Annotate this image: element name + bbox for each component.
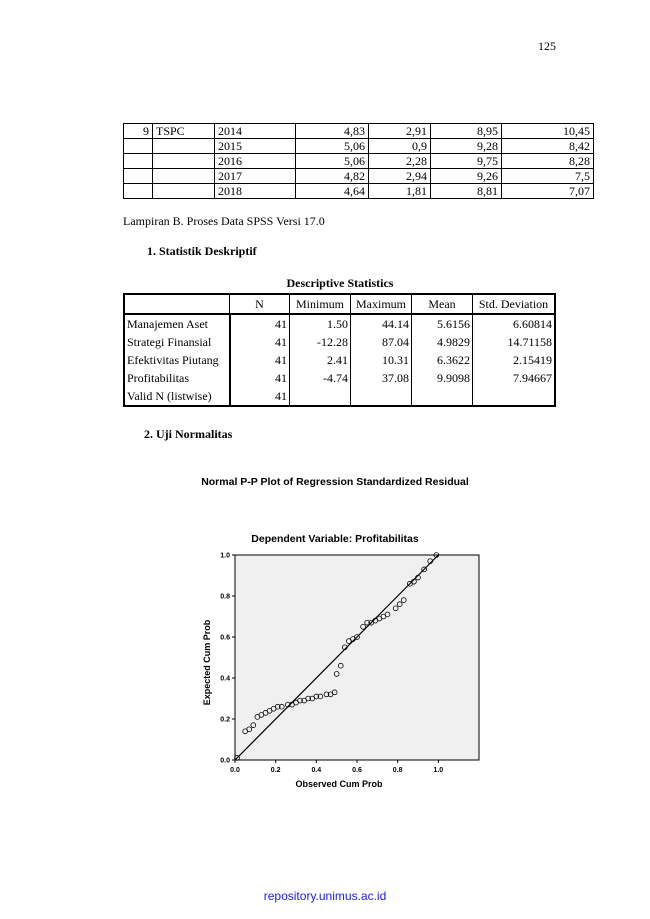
value-cell: 8,81 xyxy=(431,184,502,199)
value-cell: 6.3622 xyxy=(412,351,473,369)
value-cell: 44.14 xyxy=(351,314,412,333)
value-cell: 0,9 xyxy=(369,139,431,154)
company-no: 9 xyxy=(124,124,153,139)
data-table xyxy=(123,123,594,199)
y-tick-label: 0.6 xyxy=(220,634,230,642)
table-row xyxy=(124,124,594,139)
x-tick-label: 0.6 xyxy=(352,767,362,774)
x-axis-label: Observed Cum Prob xyxy=(295,779,383,789)
table-row xyxy=(124,154,594,169)
year-cell: 2014 xyxy=(215,124,296,139)
value-cell: -4.74 xyxy=(290,369,351,387)
value-cell: 9,75 xyxy=(431,154,502,169)
value-cell xyxy=(473,387,556,406)
chart-subtitle: Dependent Variable: Profitabilitas xyxy=(251,533,419,545)
pp-plot-chart xyxy=(195,545,495,795)
value-cell: 10,45 xyxy=(502,124,594,139)
row-label: Valid N (listwise) xyxy=(124,387,230,406)
year-cell: 2016 xyxy=(215,154,296,169)
value-cell: -12.28 xyxy=(290,333,351,351)
y-tick-label: 0.8 xyxy=(220,593,230,601)
value-cell: 7,5 xyxy=(502,169,594,184)
year-cell: 2015 xyxy=(215,139,296,154)
chart-title: Normal P-P Plot of Regression Standardized Residual xyxy=(201,476,469,488)
value-cell: 9,26 xyxy=(431,169,502,184)
row-label: Manajemen Aset xyxy=(124,314,230,333)
value-cell: 5,06 xyxy=(296,154,369,169)
y-tick-label: 0.0 xyxy=(220,757,230,765)
value-cell: 1.50 xyxy=(290,314,351,333)
column-header: Minimum xyxy=(290,294,351,314)
company-code: TSPC xyxy=(153,124,215,139)
x-tick-label: 0.0 xyxy=(230,767,240,774)
value-cell: 7,07 xyxy=(502,184,594,199)
value-cell: 1,81 xyxy=(369,184,431,199)
value-cell: 8,28 xyxy=(502,154,594,169)
value-cell: 8,95 xyxy=(431,124,502,139)
value-cell: 4.9829 xyxy=(412,333,473,351)
value-cell: 8,42 xyxy=(502,139,594,154)
table-row xyxy=(124,314,555,333)
value-cell: 41 xyxy=(230,314,290,333)
x-tick-label: 0.8 xyxy=(392,767,403,774)
plot-area xyxy=(235,555,479,760)
value-cell xyxy=(290,387,351,406)
table-row xyxy=(124,184,594,199)
section-heading-descriptive: 1. Statistik Deskriptif xyxy=(147,244,257,258)
column-header: Std. Deviation xyxy=(473,294,556,314)
row-label: Profitabilitas xyxy=(124,369,230,387)
value-cell: 2,91 xyxy=(369,124,431,139)
value-cell xyxy=(351,387,412,406)
value-cell: 37.08 xyxy=(351,369,412,387)
value-cell xyxy=(412,387,473,406)
value-cell: 7.94667 xyxy=(513,371,552,385)
row-label: Strategi Finansial xyxy=(124,333,230,351)
descriptive-stats-table xyxy=(123,293,556,407)
row-label: Efektivitas Piutang xyxy=(124,351,230,369)
value-cell: 2,28 xyxy=(369,154,431,169)
value-cell: 4,82 xyxy=(296,169,369,184)
x-tick-label: 1.0 xyxy=(433,767,444,774)
column-header: N xyxy=(230,294,290,314)
x-tick-label: 0.2 xyxy=(270,767,281,774)
value-cell: 2,94 xyxy=(369,169,431,184)
appendix-caption: Lampiran B. Proses Data SPSS Versi 17.0 xyxy=(123,214,325,228)
page-number: 125 xyxy=(538,39,556,53)
y-axis-label: Expected Cum Prob xyxy=(202,619,212,706)
value-cell: 41 xyxy=(230,333,290,351)
table-row xyxy=(124,169,594,184)
year-cell: 2018 xyxy=(215,184,296,199)
value-cell: 4,64 xyxy=(296,184,369,199)
year-cell: 2017 xyxy=(215,169,296,184)
value-cell: 87.04 xyxy=(351,333,412,351)
value-cell: 9.9098 xyxy=(412,369,473,387)
value-cell: 41 xyxy=(230,351,290,369)
table-row xyxy=(124,351,555,369)
table-row xyxy=(124,369,555,387)
value-cell: 41 xyxy=(230,387,290,406)
column-header: Mean xyxy=(412,294,473,314)
table-row xyxy=(124,139,594,154)
x-tick-label: 0.4 xyxy=(311,767,322,774)
value-cell: 5.6156 xyxy=(412,314,473,333)
value-cell: 2.15419 xyxy=(513,353,552,367)
descriptive-stats-title: Descriptive Statistics xyxy=(286,276,394,290)
value-cell: 4,83 xyxy=(296,124,369,139)
repository-footer-link[interactable]: repository.unimus.ac.id xyxy=(263,889,387,903)
value-cell: 14.71158 xyxy=(507,335,552,349)
section-heading-normality: 2. Uji Normalitas xyxy=(144,427,233,441)
table-header-row xyxy=(124,294,555,314)
value-cell: 2.41 xyxy=(290,351,351,369)
column-header: Maximum xyxy=(351,294,412,314)
y-tick-label: 0.2 xyxy=(220,716,230,724)
value-cell: 10.31 xyxy=(351,351,412,369)
table-row xyxy=(124,387,555,406)
value-cell: 6.60814 xyxy=(513,317,552,331)
table-row xyxy=(124,333,555,351)
value-cell: 5,06 xyxy=(296,139,369,154)
y-tick-label: 0.4 xyxy=(220,675,230,683)
y-tick-label: 1.0 xyxy=(220,552,230,560)
value-cell: 9,28 xyxy=(431,139,502,154)
value-cell: 41 xyxy=(230,369,290,387)
